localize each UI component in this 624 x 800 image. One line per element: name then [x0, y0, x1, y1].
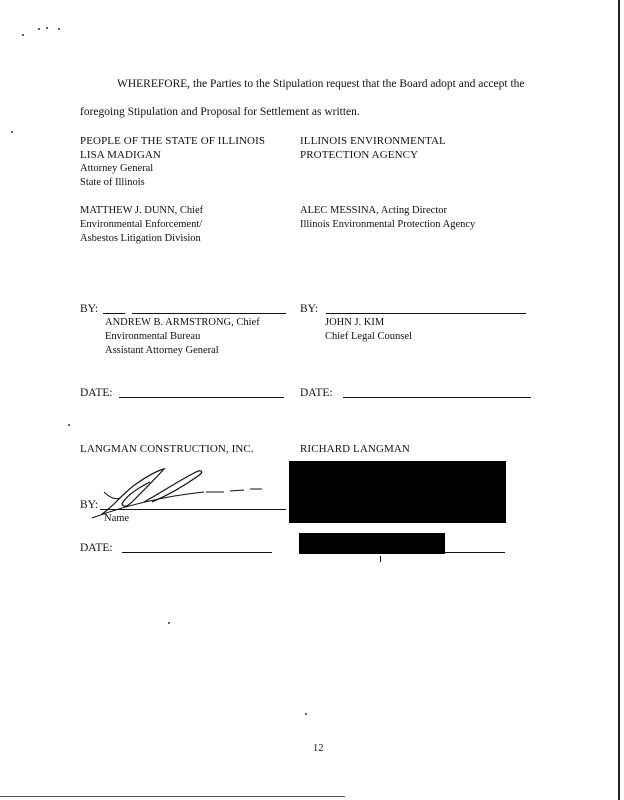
right-signer-title: Chief Legal Counsel: [325, 331, 412, 342]
wherefore-line-1: WHEREFORE, the Parties to the Stipulation request that the Board adopt and accept the: [117, 78, 525, 90]
respondent-date-label: DATE:: [80, 542, 113, 554]
right-official-title: Illinois Environmental Protection Agency: [300, 219, 476, 230]
scan-speck: [22, 34, 24, 36]
scan-speck: [168, 622, 170, 624]
respondent-date-line-right: [445, 552, 505, 553]
respondent-name-label: Name: [104, 513, 130, 524]
left-official-title-1: Environmental Enforcement/: [80, 219, 203, 230]
left-signature-line: [132, 313, 286, 314]
left-date-line: [119, 397, 284, 398]
right-by-label: BY:: [300, 303, 319, 315]
langman-construction-name: LANGMAN CONSTRUCTION, INC.: [80, 443, 254, 455]
right-party-line-1: ILLINOIS ENVIRONMENTAL: [300, 135, 446, 147]
respondent-signature-line: [100, 509, 286, 510]
right-signature-line: [326, 313, 526, 314]
left-party-line-1: PEOPLE OF THE STATE OF ILLINOIS: [80, 135, 266, 147]
scan-speck: [11, 131, 13, 133]
scan-speck: [305, 713, 307, 715]
page-edge-right: [618, 0, 620, 800]
right-signer-name: JOHN J. KIM: [325, 317, 385, 328]
left-signature-line-short: [103, 313, 125, 314]
respondent-by-label: BY:: [80, 499, 99, 511]
left-party-line-3: Attorney General: [80, 163, 154, 174]
richard-langman-name: RICHARD LANGMAN: [300, 443, 410, 455]
right-official-name: ALEC MESSINA, Acting Director: [300, 205, 447, 216]
left-official-title-2: Asbestos Litigation Division: [80, 233, 201, 244]
left-official-name: MATTHEW J. DUNN, Chief: [80, 205, 204, 216]
scan-speck: [68, 424, 70, 426]
left-signer-title-2: Assistant Attorney General: [105, 345, 219, 356]
scan-speck: [46, 27, 48, 29]
left-party-line-4: State of Illinois: [80, 177, 145, 188]
left-by-label: BY:: [80, 303, 99, 315]
scan-speck: [58, 28, 60, 30]
right-party-line-2: PROTECTION AGENCY: [300, 149, 419, 161]
redaction-box: [289, 461, 506, 523]
wherefore-line-2: foregoing Stipulation and Proposal for Settlement as written.: [80, 106, 360, 118]
left-signer-name: ANDREW B. ARMSTRONG, Chief: [105, 317, 260, 328]
scan-speck: [38, 28, 40, 30]
left-date-label: DATE:: [80, 387, 113, 399]
left-party-line-2: LISA MADIGAN: [80, 149, 161, 161]
pen-stroke-mark: [380, 556, 381, 562]
page-number: 12: [313, 743, 324, 754]
respondent-date-line-left: [122, 552, 272, 553]
left-signer-title-1: Environmental Bureau: [105, 331, 201, 342]
redaction-box-date: [299, 533, 445, 554]
right-date-label: DATE:: [300, 387, 333, 399]
page-edge-bottom: [0, 796, 345, 797]
right-date-line: [343, 397, 531, 398]
